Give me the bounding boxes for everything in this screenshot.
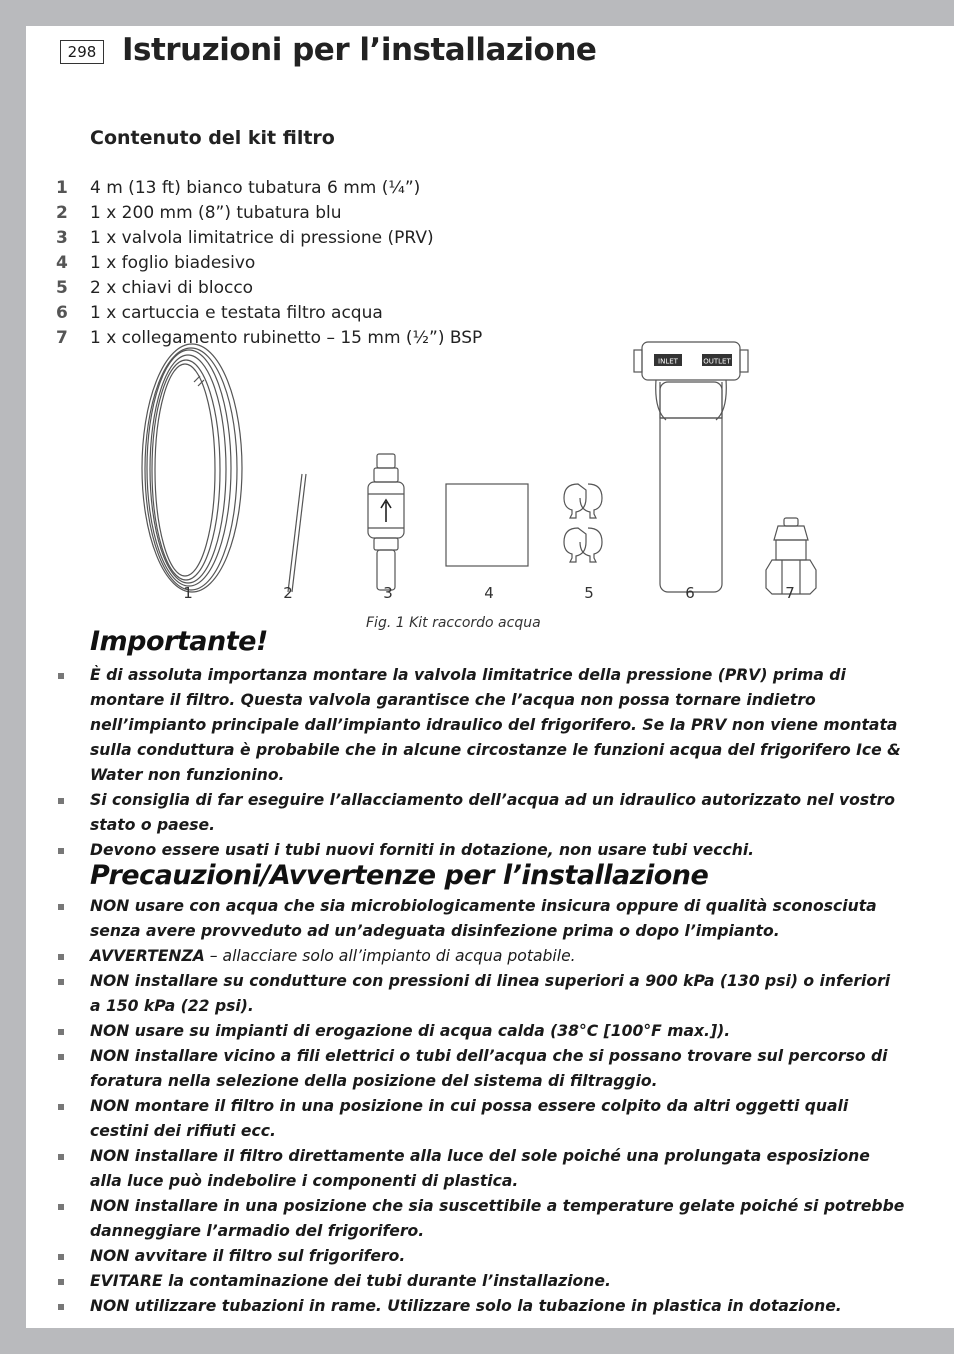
kit-heading: Contenuto del kit filtro <box>90 127 335 149</box>
kit-item-number: 4 <box>56 253 68 273</box>
precaution-item <box>56 1019 906 1044</box>
precaution-text: – allacciare solo all’impianto di acqua potabile. <box>204 947 576 965</box>
kit-item-text: 1 x 200 mm (8”) tubatura blu <box>90 203 342 223</box>
precaution-text: usare con acqua che sia microbiologicamente insicura oppure di qualità sconosciuta senza avere provveduto ad un’adeguata disinfezione prima o dopo l’impianto. <box>90 897 877 940</box>
kit-item-number: 5 <box>56 278 68 298</box>
kit-item-number: 7 <box>56 328 68 348</box>
kit-item <box>56 251 482 276</box>
bullet-icon <box>58 798 64 804</box>
precautions-heading: Precauzioni/Avvertenze per l’installazione <box>90 860 709 891</box>
bullet-icon <box>58 1279 64 1285</box>
bullet-icon <box>58 1254 64 1260</box>
blue-tubing-drawing <box>288 474 306 592</box>
bullet-icon <box>58 1154 64 1160</box>
precaution-text: usare su impianti di erogazione di acqua calda (38°C [100°F max.]). <box>129 1022 731 1040</box>
kit-item <box>56 276 482 301</box>
page-title: Istruzioni per l’installazione <box>122 32 597 68</box>
figure-label: 6 <box>685 584 695 602</box>
precaution-text: installare su condutture con pressioni di linea superiori a 900 kPa (130 psi) o inferiori a 150 kPa (22 psi). <box>90 972 891 1015</box>
precaution-text: installare vicino a fili elettrici o tubi dell’acqua che si possano trovare sul percorso di foratura nella selezione della posizione del sistema di filtraggio. <box>90 1047 888 1090</box>
figure-label: 1 <box>183 584 193 602</box>
prv-valve-drawing <box>368 454 404 590</box>
bullet-icon <box>58 904 64 910</box>
filter-cartridge-drawing <box>634 342 748 592</box>
important-list <box>56 663 906 863</box>
precaution-item <box>56 894 906 944</box>
precaution-lead: NON <box>90 1147 130 1165</box>
kit-item-number: 2 <box>56 203 68 223</box>
precaution-lead: NON <box>90 1022 130 1040</box>
precaution-item <box>56 1194 906 1244</box>
important-item-text: Devono essere usati i tubi nuovi forniti in dotazione, non usare tubi vecchi. <box>90 841 755 859</box>
precaution-lead: NON <box>90 897 130 915</box>
bullet-icon <box>58 848 64 854</box>
precaution-item <box>56 1269 906 1294</box>
outlet-label: OUTLET <box>703 357 731 366</box>
page-number: 298 <box>60 40 104 64</box>
bullet-icon <box>58 979 64 985</box>
precaution-text: la contaminazione dei tubi durante l’installazione. <box>162 1272 611 1290</box>
inlet-label: INLET <box>658 357 678 366</box>
important-item <box>56 788 906 838</box>
precaution-item <box>56 1144 906 1194</box>
kit-item-text: 1 x collegamento rubinetto – 15 mm (½”) BSP <box>90 328 483 348</box>
locking-clips-drawing <box>564 484 602 562</box>
bullet-icon <box>58 954 64 960</box>
tap-connector-drawing <box>766 518 816 594</box>
bullet-icon <box>58 1204 64 1210</box>
kit-item <box>56 176 482 201</box>
kit-item <box>56 226 482 251</box>
bullet-icon <box>58 1029 64 1035</box>
precaution-item <box>56 969 906 1019</box>
figure-label: 2 <box>283 584 293 602</box>
kit-item-text: 1 x foglio biadesivo <box>90 253 256 273</box>
coiled-tubing-drawing <box>142 344 242 592</box>
figure-label: 7 <box>785 584 795 602</box>
figure-label: 4 <box>484 584 494 602</box>
precaution-lead: NON <box>90 1297 130 1315</box>
precaution-item <box>56 944 906 969</box>
document-page <box>26 26 954 1328</box>
bullet-icon <box>58 1104 64 1110</box>
precaution-lead: AVVERTENZA <box>90 947 205 965</box>
precaution-text: installare in una posizione che sia suscettibile a temperature gelate poiché si potrebbe danneggiare l’armadio del frigorifero. <box>90 1197 905 1240</box>
kit-item-text: 1 x cartuccia e testata filtro acqua <box>90 303 383 323</box>
kit-item <box>56 201 482 226</box>
bullet-icon <box>58 673 64 679</box>
precaution-item <box>56 1094 906 1144</box>
kit-item-text: 4 m (13 ft) bianco tubatura 6 mm (¼”) <box>90 178 421 198</box>
precaution-item <box>56 1244 906 1269</box>
adhesive-sheet-drawing <box>446 484 528 566</box>
precaution-item <box>56 1044 906 1094</box>
important-item-text: Si consiglia di far eseguire l’allacciamento dell’acqua ad un idraulico autorizzato nel vostro stato o paese. <box>90 791 896 834</box>
bullet-icon <box>58 1054 64 1060</box>
kit-item-text: 2 x chiavi di blocco <box>90 278 254 298</box>
figure-caption: Fig. 1 Kit raccordo acqua <box>366 615 541 631</box>
important-heading: Importante! <box>90 626 268 657</box>
precaution-lead: EVITARE <box>90 1272 163 1290</box>
kit-item-number: 3 <box>56 228 68 248</box>
kit-item-number: 1 <box>56 178 68 198</box>
precaution-item <box>56 1294 906 1319</box>
precaution-lead: NON <box>90 1047 130 1065</box>
precaution-text: utilizzare tubazioni in rame. Utilizzare solo la tubazione in plastica in dotazione. <box>129 1297 842 1315</box>
precautions-list <box>56 894 906 1319</box>
bullet-icon <box>58 1304 64 1310</box>
precaution-text: montare il filtro in una posizione in cui possa essere colpito da altri oggetti quali cestini dei rifiuti ecc. <box>90 1097 849 1140</box>
precaution-text: installare il filtro direttamente alla luce del sole poiché una prolungata esposizione alla luce può indebolire i componenti di plastica. <box>90 1147 870 1190</box>
figure-label: 3 <box>383 584 393 602</box>
figure-label: 5 <box>584 584 594 602</box>
kit-figure <box>26 322 954 622</box>
important-item-text: È di assoluta importanza montare la valvola limitatrice della pressione (PRV) prima di montare il filtro. Questa valvola garantisce che l’acqua non possa tornare indietro nell’impianto principale dall’impianto idraulico del frigorifero. Se la PRV non viene montata sulla conduttura è probabile che in alcune circostanze le funzioni acqua del frigorifero Ice & Water non funzionino. <box>90 666 901 784</box>
precaution-lead: NON <box>90 1097 130 1115</box>
precaution-text: avvitare il filtro sul frigorifero. <box>129 1247 406 1265</box>
kit-item-number: 6 <box>56 303 68 323</box>
precaution-lead: NON <box>90 1247 130 1265</box>
kit-item-text: 1 x valvola limitatrice di pressione (PRV) <box>90 228 434 248</box>
precaution-lead: NON <box>90 1197 130 1215</box>
important-item <box>56 663 906 788</box>
precaution-lead: NON <box>90 972 130 990</box>
